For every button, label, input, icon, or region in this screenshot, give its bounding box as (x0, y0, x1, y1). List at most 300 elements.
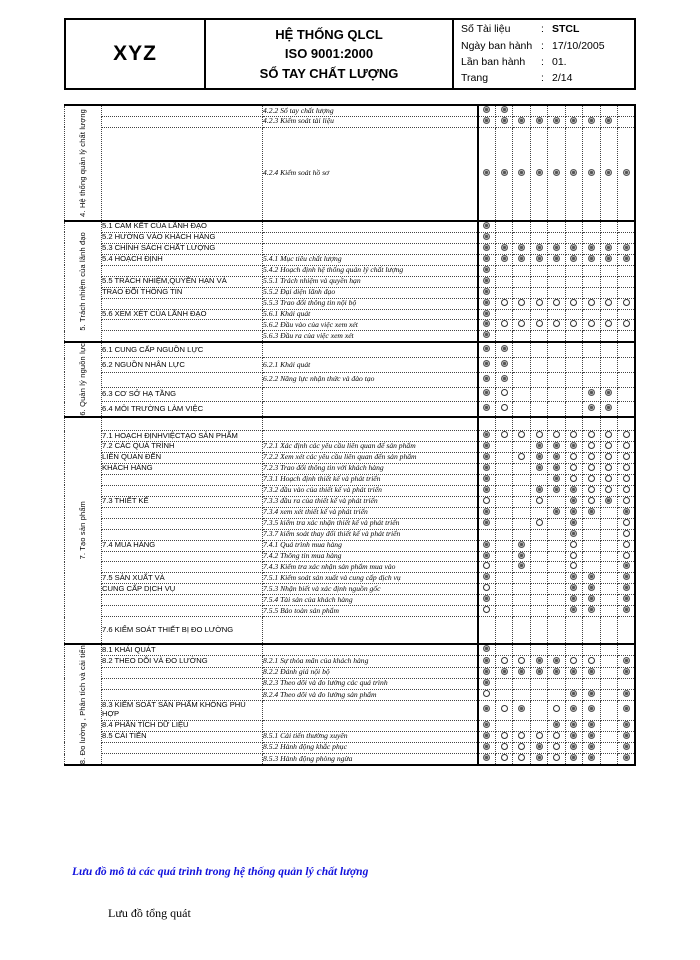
clause-sub-cell (263, 617, 479, 645)
empty-marker (518, 404, 525, 411)
hollow-marker-icon (623, 541, 630, 548)
marker-cell (548, 731, 565, 742)
group-label-text: 6. Quản lý nguồn lực (77, 343, 87, 417)
empty-marker (605, 584, 612, 591)
marker-cell (495, 667, 512, 678)
marker-cell (495, 116, 512, 127)
empty-marker (536, 419, 543, 426)
marker-cell (495, 496, 512, 507)
marker-cell (565, 656, 582, 667)
marker-cell (618, 417, 636, 431)
marker-cell (478, 701, 495, 720)
empty-marker (501, 573, 508, 580)
empty-marker (501, 277, 508, 284)
marker-cell (495, 441, 512, 452)
marker-cell (513, 507, 530, 518)
marker-cell (583, 452, 600, 463)
table-row (65, 507, 636, 518)
marker-cell (565, 342, 582, 357)
marker-cell (618, 656, 636, 667)
hollow-marker-icon (501, 754, 508, 761)
marker-cell (600, 358, 617, 373)
marker-cell (478, 644, 495, 656)
marker-cell (513, 584, 530, 595)
meta-colon: : (541, 72, 544, 85)
marker-cell (530, 309, 547, 320)
marker-cell (583, 431, 600, 442)
marker-cell (548, 551, 565, 562)
clause-sub-cell: 7.2.1 Xác định các yêu cầu liên quan đế sản phẩm (263, 441, 479, 452)
marker-cell (495, 540, 512, 551)
empty-marker (605, 743, 612, 750)
marker-cell (548, 463, 565, 474)
empty-marker (518, 442, 525, 449)
filled-marker-icon (518, 705, 525, 712)
marker-cell (618, 452, 636, 463)
filled-marker-icon (483, 721, 490, 728)
marker-cell (618, 127, 636, 221)
marker-cell (478, 320, 495, 331)
marker-cell (513, 105, 530, 116)
marker-cell (478, 731, 495, 742)
marker-cell (618, 754, 636, 766)
marker-cell (583, 754, 600, 766)
empty-marker (588, 645, 595, 652)
marker-cell (548, 474, 565, 485)
clause-main-cell (102, 331, 263, 342)
clause-main-cell (102, 667, 263, 678)
filled-marker-icon (623, 721, 630, 728)
clause-sub-cell: 6.2.1 Khái quát (263, 358, 479, 373)
marker-cell (530, 243, 547, 254)
empty-marker (588, 530, 595, 537)
table-row (65, 485, 636, 496)
hollow-marker-icon (588, 486, 595, 493)
hollow-marker-icon (623, 453, 630, 460)
hollow-marker-icon (588, 320, 595, 327)
filled-marker-icon (518, 169, 525, 176)
marker-cell (530, 485, 547, 496)
marker-cell (478, 518, 495, 529)
marker-cell (530, 372, 547, 387)
filled-marker-icon (483, 389, 490, 396)
empty-marker (536, 573, 543, 580)
table-row (65, 731, 636, 742)
hollow-marker-icon (623, 530, 630, 537)
clause-main-cell: 6.3 CƠ SỞ HẠ TẦNG (102, 387, 263, 402)
table-row (65, 276, 636, 287)
marker-cell (513, 254, 530, 265)
filled-marker-icon (483, 705, 490, 712)
filled-marker-icon (570, 573, 577, 580)
hollow-marker-icon (483, 497, 490, 504)
clause-main-cell: 5.5 TRÁCH NHIỆM,QUYỀN HẠN VÀ (102, 276, 263, 287)
empty-marker (518, 331, 525, 338)
marker-cell (530, 742, 547, 753)
marker-cell (600, 518, 617, 529)
marker-cell (600, 667, 617, 678)
filled-marker-icon (605, 117, 612, 124)
filled-marker-icon (605, 404, 612, 411)
marker-cell (513, 387, 530, 402)
marker-cell (478, 529, 495, 540)
clause-main-cell: 7.2 CÁC QUÁ TRÌNH (102, 441, 263, 452)
marker-cell (600, 496, 617, 507)
empty-marker (536, 345, 543, 352)
empty-marker (570, 404, 577, 411)
hollow-marker-icon (553, 431, 560, 438)
marker-cell (530, 606, 547, 617)
marker-cell (495, 221, 512, 232)
marker-cell (583, 320, 600, 331)
filled-marker-icon (553, 117, 560, 124)
marker-cell (548, 606, 565, 617)
empty-marker (570, 375, 577, 382)
filled-marker-icon (623, 255, 630, 262)
marker-cell (583, 644, 600, 656)
empty-marker (518, 233, 525, 240)
marker-cell (513, 617, 530, 645)
empty-marker (623, 345, 630, 352)
filled-marker-icon (483, 299, 490, 306)
hollow-marker-icon (570, 431, 577, 438)
clause-sub-cell: 7.3.1 Hoạch định thiết kế và phát triển (263, 474, 479, 485)
filled-marker-icon (501, 244, 508, 251)
group-label-text: 5. Trách nhiệm của lãnh đạo (77, 232, 87, 331)
filled-marker-icon (570, 244, 577, 251)
marker-cell (530, 105, 547, 116)
marker-cell (548, 221, 565, 232)
marker-cell (495, 595, 512, 606)
clause-sub-cell: 8.5.2 Hành động khắc phục (263, 742, 479, 753)
table-row (65, 232, 636, 243)
marker-cell (600, 731, 617, 742)
marker-cell (600, 287, 617, 298)
filled-marker-icon (570, 530, 577, 537)
clause-sub-cell: 7.3.2 đầu vào của thiết kế và phát triển (263, 485, 479, 496)
clause-sub-cell: 7.5.4 Tài sản của khách hàng (263, 595, 479, 606)
marker-cell (548, 540, 565, 551)
marker-cell (583, 463, 600, 474)
clause-sub-cell (263, 701, 479, 720)
marker-cell (618, 441, 636, 452)
marker-cell (600, 690, 617, 701)
marker-cell (583, 690, 600, 701)
filled-marker-icon (483, 233, 490, 240)
clause-main-cell: 7.4 MUA HÀNG (102, 540, 263, 551)
marker-cell (548, 485, 565, 496)
hollow-marker-icon (570, 453, 577, 460)
empty-marker (483, 530, 490, 537)
hollow-marker-icon (553, 743, 560, 750)
empty-marker (588, 233, 595, 240)
marker-cell (513, 276, 530, 287)
marker-cell (513, 417, 530, 431)
filled-marker-icon (570, 690, 577, 697)
filled-marker-icon (536, 244, 543, 251)
filled-marker-icon (483, 288, 490, 295)
table-row (65, 342, 636, 357)
marker-cell (583, 742, 600, 753)
marker-cell (513, 463, 530, 474)
filled-marker-icon (483, 442, 490, 449)
marker-cell (548, 254, 565, 265)
marker-cell (513, 309, 530, 320)
hollow-marker-icon (623, 552, 630, 559)
group-label-text: 7. Tạo sản phẩm (77, 501, 87, 560)
meta-colon: : (541, 39, 544, 52)
marker-cell (495, 417, 512, 431)
marker-cell (583, 720, 600, 731)
filled-marker-icon (518, 117, 525, 124)
marker-cell (530, 562, 547, 573)
marker-cell (513, 243, 530, 254)
marker-cell (583, 387, 600, 402)
marker-cell (495, 372, 512, 387)
empty-marker (518, 584, 525, 591)
filled-marker-icon (553, 464, 560, 471)
marker-cell (548, 287, 565, 298)
filled-marker-icon (501, 255, 508, 262)
marker-cell (495, 551, 512, 562)
marker-cell (548, 417, 565, 431)
hollow-marker-icon (553, 732, 560, 739)
table-row (65, 595, 636, 606)
marker-cell (495, 320, 512, 331)
empty-marker (501, 233, 508, 240)
empty-marker (588, 331, 595, 338)
empty-marker (570, 277, 577, 284)
empty-marker (483, 419, 490, 426)
marker-cell (583, 254, 600, 265)
marker-cell (600, 720, 617, 731)
empty-marker (501, 266, 508, 273)
filled-marker-icon (588, 754, 595, 761)
empty-marker (588, 288, 595, 295)
clause-main-cell: 8.5 CẢI TIẾN (102, 731, 263, 742)
group-vertical-label (65, 105, 102, 221)
filled-marker-icon (483, 668, 490, 675)
marker-cell (513, 431, 530, 442)
marker-cell (530, 463, 547, 474)
clause-sub-cell: 8.5.3 Hành động phòng ngừa (263, 754, 479, 766)
marker-cell (565, 529, 582, 540)
empty-marker (570, 331, 577, 338)
filled-marker-icon (570, 732, 577, 739)
marker-cell (583, 232, 600, 243)
marker-cell (548, 518, 565, 529)
filled-marker-icon (518, 244, 525, 251)
empty-marker (501, 519, 508, 526)
marker-cell (548, 331, 565, 342)
clause-main-cell: CUNG CẤP DỊCH VỤ (102, 584, 263, 595)
marker-cell (600, 463, 617, 474)
marker-cell (513, 372, 530, 387)
marker-cell (565, 309, 582, 320)
marker-cell (548, 617, 565, 645)
empty-marker (553, 310, 560, 317)
marker-cell (600, 243, 617, 254)
empty-marker (588, 222, 595, 229)
marker-cell (478, 431, 495, 442)
marker-cell (495, 331, 512, 342)
marker-cell (618, 606, 636, 617)
filled-marker-icon (553, 657, 560, 664)
clause-main-cell: 5.2 HƯỚNG VÀO KHÁCH HÀNG (102, 232, 263, 243)
empty-marker (570, 233, 577, 240)
clause-main-cell (102, 678, 263, 689)
empty-marker (501, 486, 508, 493)
empty-marker (518, 222, 525, 229)
empty-marker (553, 625, 560, 632)
marker-cell (618, 678, 636, 689)
table-row (65, 720, 636, 731)
filled-marker-icon (570, 255, 577, 262)
empty-marker (536, 404, 543, 411)
empty-marker (605, 645, 612, 652)
marker-cell (513, 116, 530, 127)
marker-cell (565, 287, 582, 298)
marker-cell (478, 221, 495, 232)
marker-cell (600, 540, 617, 551)
clause-sub-cell: 8.2.3 Theo dõi và đo lường các quá trình (263, 678, 479, 689)
marker-cell (600, 431, 617, 442)
empty-marker (518, 519, 525, 526)
marker-cell (600, 678, 617, 689)
marker-cell (565, 431, 582, 442)
title-line-2: ISO 9001:2000 (284, 46, 374, 62)
clause-main-cell (102, 265, 263, 276)
marker-cell (618, 254, 636, 265)
marker-cell (565, 617, 582, 645)
hollow-marker-icon (501, 299, 508, 306)
empty-marker (605, 345, 612, 352)
marker-cell (495, 105, 512, 116)
marker-cell (513, 485, 530, 496)
empty-marker (536, 721, 543, 728)
filled-marker-icon (483, 732, 490, 739)
marker-cell (583, 298, 600, 309)
marker-cell (565, 320, 582, 331)
marker-cell (495, 754, 512, 766)
empty-marker (605, 668, 612, 675)
marker-cell (548, 402, 565, 417)
empty-marker (623, 331, 630, 338)
marker-cell (565, 441, 582, 452)
empty-marker (518, 389, 525, 396)
marker-cell (600, 617, 617, 645)
marker-cell (618, 232, 636, 243)
marker-cell (495, 431, 512, 442)
empty-marker (570, 625, 577, 632)
filled-marker-icon (483, 657, 490, 664)
clause-sub-cell: 5.4.1 Mục tiêu chất lượng (263, 254, 479, 265)
clause-sub-cell: 7.3.7 kiểm soát thay đổi thiết kế và phát triển (263, 529, 479, 540)
hollow-marker-icon (501, 743, 508, 750)
marker-cell (583, 595, 600, 606)
marker-cell (583, 573, 600, 584)
empty-marker (501, 552, 508, 559)
document-title-block (206, 20, 454, 88)
empty-marker (553, 573, 560, 580)
marker-cell (548, 584, 565, 595)
clause-main-cell (102, 595, 263, 606)
filled-marker-icon (553, 442, 560, 449)
empty-marker (518, 266, 525, 273)
clause-main-cell (102, 417, 263, 431)
marker-cell (530, 540, 547, 551)
filled-marker-icon (518, 255, 525, 262)
marker-cell (618, 644, 636, 656)
filled-marker-icon (483, 519, 490, 526)
filled-marker-icon (483, 106, 490, 113)
table-row (65, 606, 636, 617)
empty-marker (605, 721, 612, 728)
empty-marker (605, 657, 612, 664)
empty-marker (553, 419, 560, 426)
marker-cell (513, 701, 530, 720)
filled-marker-icon (623, 562, 630, 569)
empty-marker (570, 310, 577, 317)
marker-cell (478, 485, 495, 496)
empty-marker (536, 625, 543, 632)
marker-cell (618, 331, 636, 342)
marker-cell (478, 573, 495, 584)
clause-sub-cell: 8.2.1 Sự thỏa mãn của khách hàng (263, 656, 479, 667)
marker-cell (478, 309, 495, 320)
marker-cell (583, 265, 600, 276)
empty-marker (588, 310, 595, 317)
filled-marker-icon (553, 486, 560, 493)
marker-cell (618, 551, 636, 562)
filled-marker-icon (483, 375, 490, 382)
filled-marker-icon (483, 645, 490, 652)
hollow-marker-icon (553, 754, 560, 761)
marker-cell (600, 105, 617, 116)
empty-marker (501, 508, 508, 515)
empty-marker (605, 705, 612, 712)
marker-cell (530, 678, 547, 689)
marker-cell (478, 232, 495, 243)
marker-cell (478, 678, 495, 689)
hollow-marker-icon (623, 442, 630, 449)
empty-marker (605, 606, 612, 613)
table-row (65, 678, 636, 689)
empty-marker (518, 345, 525, 352)
hollow-marker-icon (501, 389, 508, 396)
marker-cell (495, 387, 512, 402)
group-label-text: 4. Hệ thống quản lý chất lượng (77, 109, 87, 217)
empty-marker (605, 310, 612, 317)
marker-cell (600, 276, 617, 287)
marker-cell (600, 331, 617, 342)
filled-marker-icon (588, 595, 595, 602)
empty-marker (623, 117, 630, 124)
clause-sub-cell: 8.2.4 Theo dõi và đo lường sản phẩm (263, 690, 479, 701)
empty-marker (605, 360, 612, 367)
clause-sub-cell: 5.5.2 Đại diện lãnh đạo (263, 287, 479, 298)
marker-cell (618, 276, 636, 287)
marker-cell (583, 667, 600, 678)
marker-cell (583, 342, 600, 357)
marker-cell (495, 507, 512, 518)
marker-cell (495, 731, 512, 742)
marker-cell (478, 402, 495, 417)
empty-marker (518, 497, 525, 504)
empty-marker (501, 464, 508, 471)
hollow-marker-icon (501, 320, 508, 327)
marker-cell (618, 690, 636, 701)
